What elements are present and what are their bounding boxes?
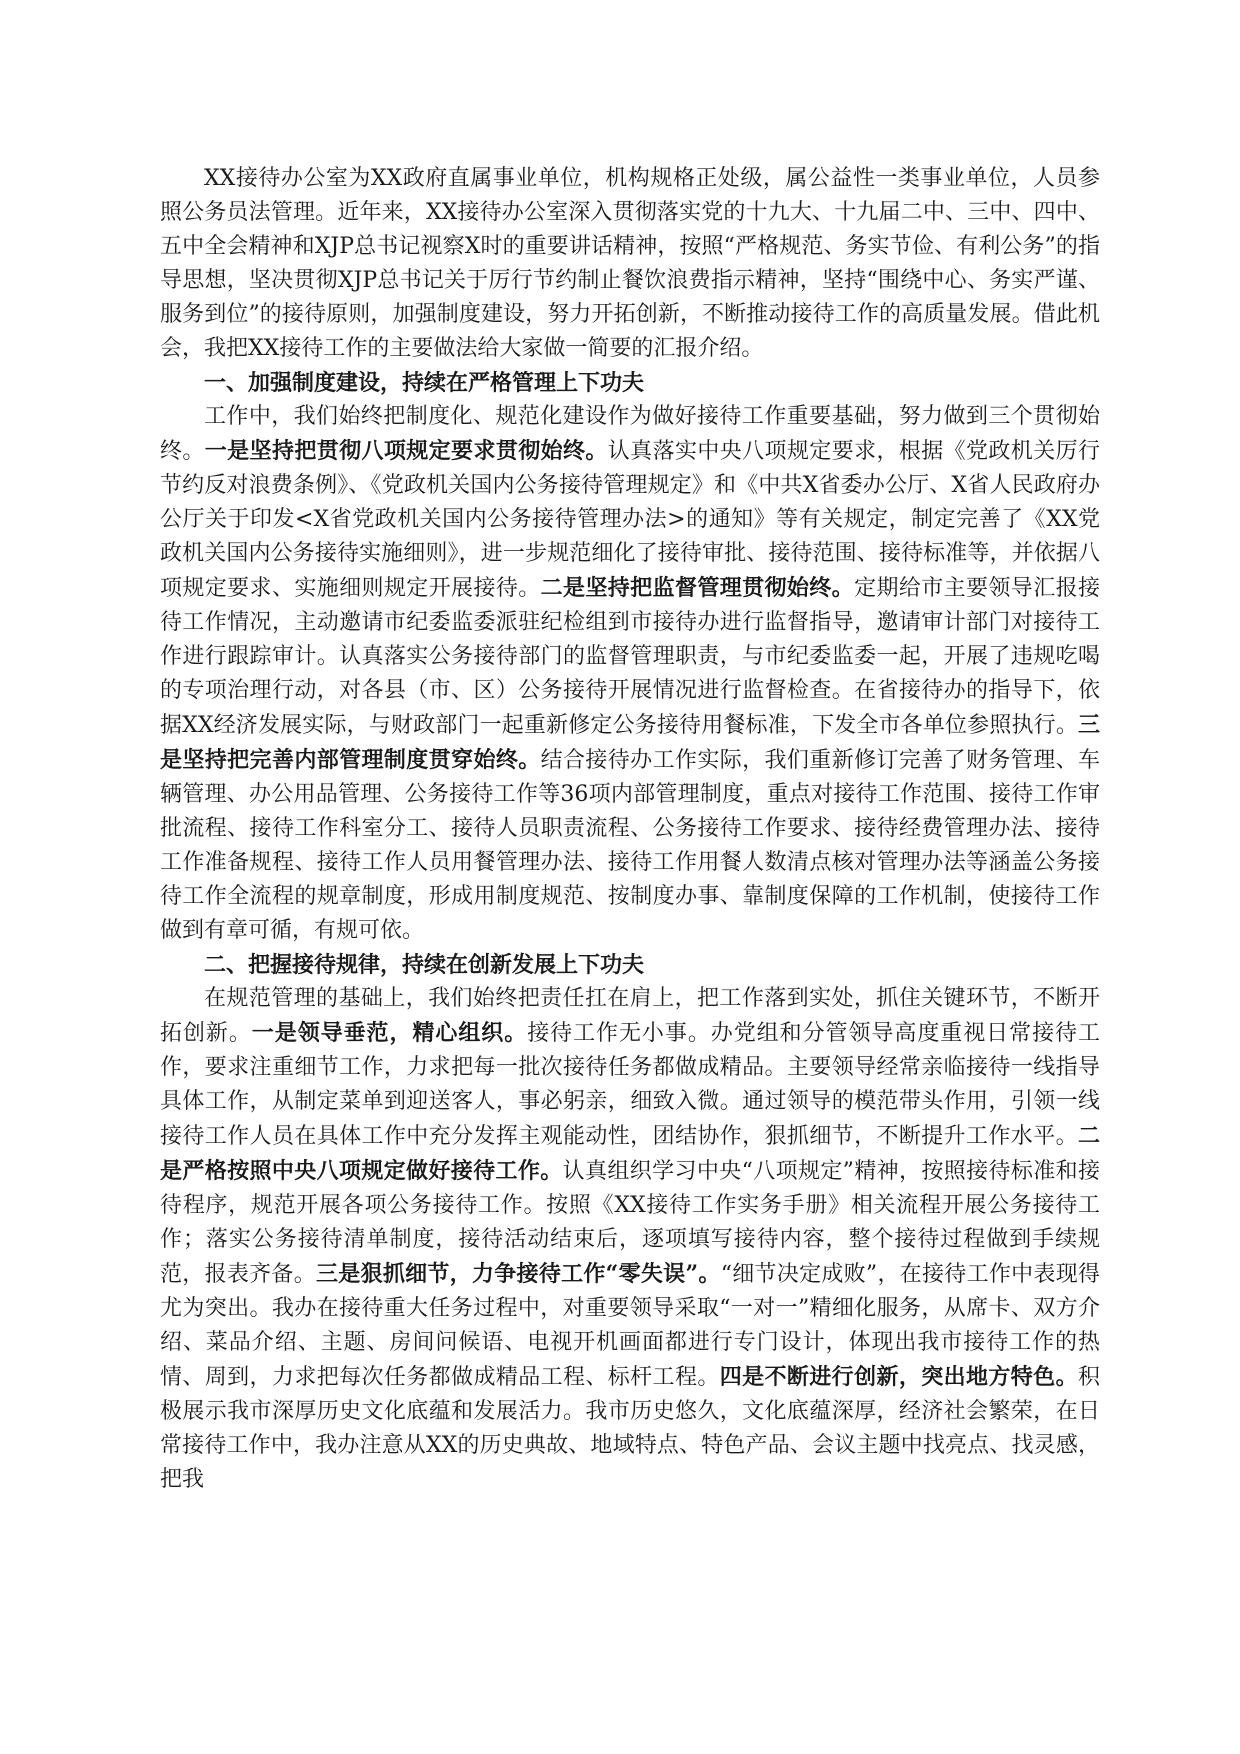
section-1-paragraph [160, 400, 1100, 948]
section-2-point-2: 二是严格按照中央八项规定做好接待工作。 [160, 1123, 1100, 1184]
section-1-heading: 一、加强制度建设，持续在严格管理上下功夫 [204, 370, 645, 396]
section-2-text-3: “细节决定成败”，在接待工作中表现得尤为突出。我办在接待重大任务过程中，对重要领导采取“一对一”精细化服务，从席卡、双方介绍、菜品介绍、主题、房间问候语、电视开机画面都进行专门设计，体现出我市接待工作的热情、周到，力求把每次任务都做成精品工程、标杆工程。 [160, 1262, 1100, 1390]
section-1-text-2: 定期给市主要领导汇报接待工作情况，主动邀请市纪委监委派驻纪检组到市接待办进行监督指导，邀请审计部门对接待工作进行跟踪审计。认真落实公务接待部门的监督管理职责，与市纪委监委一起，开展了违规吃喝的专项治理行动，对各县（市、区）公务接待开展情况进行监督检查。在省接待办的指导下，依据XX经济发展实际，与财政部门一起重新修定公务接待用餐标准，下发全市各单位参照执行。 [160, 576, 1100, 738]
section-1-point-1: 一是坚持把贯彻八项规定要求贯彻始终。 [204, 438, 608, 464]
intro-paragraph: XX接待办公室为XX政府直属事业单位，机构规格正处级，属公益性一类事业单位，人员参照公务员法管理。近年来，XX接待办公室深入贯彻落实党的十九大、十九届二中、三中、四中、五中全会精神和XJP总书记视察X时的重要讲话精神，按照“严格规范、务实节俭、有利公务”的指导思想，坚决贯彻XJP总书记关于厉行节约制止餐饮浪费指示精神，坚持“围绕中心、务实严谨、服务到位”的接待原则，加强制度建设，努力开拓创新，不断推动接待工作的高质量发展。借此机会，我把XX接待工作的主要做法给大家做一简要的汇报介绍。 [160, 166, 1100, 361]
section-2-paragraph [160, 982, 1100, 1497]
section-2-text-2: 认真组织学习中央“八项规定”精神，按照接待标准和接待程序，规范开展各项公务接待工作。按照《XX接待工作实务手册》相关流程开展公务接待工作；落实公务接待清单制度，接待活动结束后，逐项填写接待内容，整个接待过程做到手续规范，报表齐备。 [160, 1159, 1100, 1287]
document-page [160, 162, 1100, 1497]
section-2-text-4: 积极展示我市深厚历史文化底蕴和发展活力。我市历史悠久，文化底蕴深厚，经济社会繁荣，在日常接待工作中，我办注意从XX的历史典故、地域特点、特色产品、会议主题中找亮点、找灵感，把我 [160, 1365, 1100, 1492]
section-1-lead: 工作中，我们始终把制度化、规范化建设作为做好接待工作重要基础，努力做到三个贯彻始终。 [160, 404, 1100, 464]
section-2-lead: 在规范管理的基础上，我们始终把责任扛在肩上，把工作落到实处，抓住关键环节，不断开拓创新。 [160, 986, 1100, 1046]
section-2-point-4: 四是不断进行创新，突出地方特色。 [719, 1364, 1078, 1390]
section-1-text-1: 认真落实中央八项规定要求，根据《党政机关厉行节约反对浪费条例》、《党政机关国内公务接待管理规定》和《中共X省委办公厅、X省人民政府办公厅关于印发<X省党政机关国内公务接待管理办法>的通知》等有关规定，制定完善了《XX党政机关国内公务接待实施细则》，进一步规范细化了接待审批、接待范围、接待标准等，并依据八项规定要求、实施细则规定开展接待。 [160, 439, 1100, 601]
section-1-point-2: 二是坚持把监督管理贯彻始终。 [540, 575, 855, 601]
section-1-text-3: 结合接待办工作实际，我们重新修订完善了财务管理、车辆管理、办公用品管理、公务接待工作等36项内部管理制度，重点对接待工作范围、接待工作审批流程、接待工作科室分工、接待人员职责流程、公务接待工作要求、接待经费管理办法、接待工作准备规程、接待工作人员用餐管理办法、接待工作用餐人数清点核对管理办法等涵盖公务接待工作全流程的规章制度，形成用制度规范、按制度办事、靠制度保障的工作机制，使接待工作做到有章可循，有规可依。 [160, 748, 1100, 943]
section-1-point-3: 三是坚持把完善内部管理制度贯穿始终。 [160, 712, 1100, 773]
section-2-text-1: 接待工作无小事。办党组和分管领导高度重视日常接待工作，要求注重细节工作，力求把每一批次接待任务都做成精品。主要领导经常亲临接待一线指导具体工作，从制定菜单到迎送客人，事必躬亲，细致入微。通过领导的模范带头作用，引领一线接待工作人员在具体工作中充分发挥主观能动性，团结协作，狠抓细节，不断提升工作水平。 [160, 1021, 1100, 1149]
section-2-point-3: 三是狠抓细节，力争接待工作“零失误”。 [315, 1261, 721, 1287]
section-2-heading: 二、把握接待规律，持续在创新发展上下功夫 [204, 952, 645, 978]
section-2-point-1: 一是领导垂范，精心组织。 [251, 1020, 528, 1046]
